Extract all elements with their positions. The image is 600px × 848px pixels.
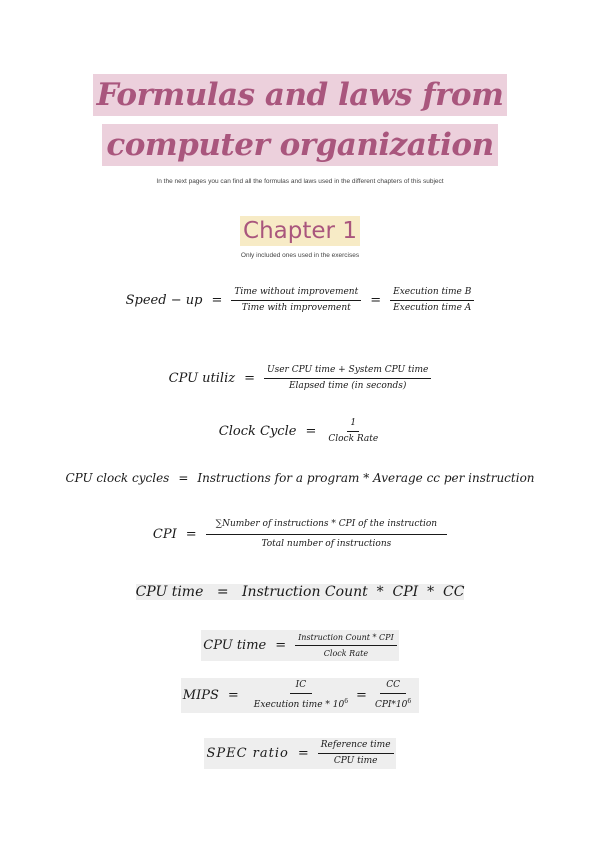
equals-sign: = (297, 746, 309, 761)
formula-spec-ratio (0, 738, 600, 769)
spec-ratio-fraction (318, 740, 394, 767)
exponent: 6 (344, 698, 349, 705)
page-title-line-2 (0, 124, 600, 166)
fraction-denominator (369, 694, 417, 711)
formula-cpu-time-fraction (0, 630, 600, 661)
mips-f1-den-text: Execution time * 10 (253, 700, 345, 710)
fraction-numerator: CC (380, 680, 406, 694)
speedup-fraction-2 (390, 287, 474, 314)
mips-fraction-2 (369, 680, 417, 711)
cpu-time-rhs: Instruction Count * CPI * CC (242, 584, 465, 600)
fraction-denominator: Total number of instructions (261, 539, 392, 549)
fraction-denominator: CPU time (333, 756, 378, 766)
formula-mips-box (181, 678, 419, 713)
mips-lhs: MIPS (182, 688, 219, 703)
fraction-numerator: Instruction Count * CPI (295, 632, 397, 646)
fraction-numerator: 1 (347, 418, 359, 432)
equals-sign: = (227, 688, 239, 703)
chapter-heading (0, 216, 600, 246)
formula-cpu-time-fraction-box (201, 630, 398, 661)
chapter-heading-text: Chapter 1 (240, 216, 360, 246)
formula-clock-cycle (0, 418, 600, 445)
clock-cycle-fraction (325, 418, 381, 445)
chapter-note: Only included ones used in the exercises (240, 252, 360, 259)
formula-mips (0, 678, 600, 713)
equals-sign: = (178, 471, 189, 485)
cpu-time-lhs: CPU time (203, 638, 267, 653)
cpu-utiliz-fraction (264, 365, 431, 392)
formula-cpu-utilization (0, 365, 600, 392)
cpi-fraction (206, 519, 447, 550)
page-title-line-1 (0, 74, 600, 116)
cpu-utiliz-lhs: CPU utiliz (168, 371, 236, 386)
equals-sign: = (185, 527, 197, 542)
fraction-numerator: User CPU time + System CPU time (264, 365, 431, 379)
exponent: 6 (407, 698, 412, 705)
formula-spec-ratio-box (204, 738, 395, 769)
speedup-lhs: Speed − up (125, 293, 203, 308)
page-title-text-1: Formulas and laws from (93, 74, 508, 116)
fraction-numerator: Execution time B (390, 287, 474, 301)
fraction-numerator: Reference time (318, 740, 394, 754)
equals-sign: = (216, 584, 229, 600)
formula-cpu-clock-cycles (0, 471, 600, 485)
fraction-denominator: Elapsed time (in seconds) (288, 381, 407, 391)
equals-sign: = (244, 371, 256, 386)
formula-cpi (0, 519, 600, 550)
cpu-clock-cycles-rhs: Instructions for a program * Average cc per instruction (197, 471, 535, 485)
fraction-denominator: Time with improvement (241, 303, 351, 313)
fraction-denominator: Execution time A (393, 303, 472, 313)
page-title-text-2: computer organization (102, 124, 497, 166)
equals-sign: = (305, 424, 317, 439)
cpi-lhs: CPI (152, 527, 177, 542)
fraction-denominator (248, 694, 354, 711)
formula-speedup (0, 287, 600, 314)
mips-fraction-1 (248, 680, 354, 711)
equals-sign: = (211, 293, 223, 308)
formula-cpu-time-product-box (136, 584, 465, 600)
mips-f2-den-text: CPI*10 (374, 700, 408, 710)
cpu-clock-cycles-lhs: CPU clock cycles (65, 471, 170, 485)
cpu-time-fraction (295, 632, 397, 659)
equals-sign: = (370, 293, 382, 308)
spec-ratio-lhs: SPEC ratio (206, 746, 289, 761)
fraction-numerator: IC (290, 680, 312, 694)
cpu-time-lhs: CPU time (135, 584, 204, 600)
formula-cpu-time-product (0, 584, 600, 600)
fraction-denominator: Clock Rate (328, 434, 379, 444)
clock-cycle-lhs: Clock Cycle (218, 424, 297, 439)
fraction-denominator: Clock Rate (323, 649, 369, 658)
intro-text: In the next pages you can find all the formulas and laws used in the different chapters of this subject (156, 178, 444, 185)
equals-sign: = (356, 688, 367, 703)
equals-sign: = (275, 638, 287, 653)
speedup-fraction-1 (231, 287, 361, 314)
fraction-numerator: Time without improvement (231, 287, 361, 301)
fraction-numerator: ∑Number of instructions * CPI of the instruction (206, 519, 447, 535)
